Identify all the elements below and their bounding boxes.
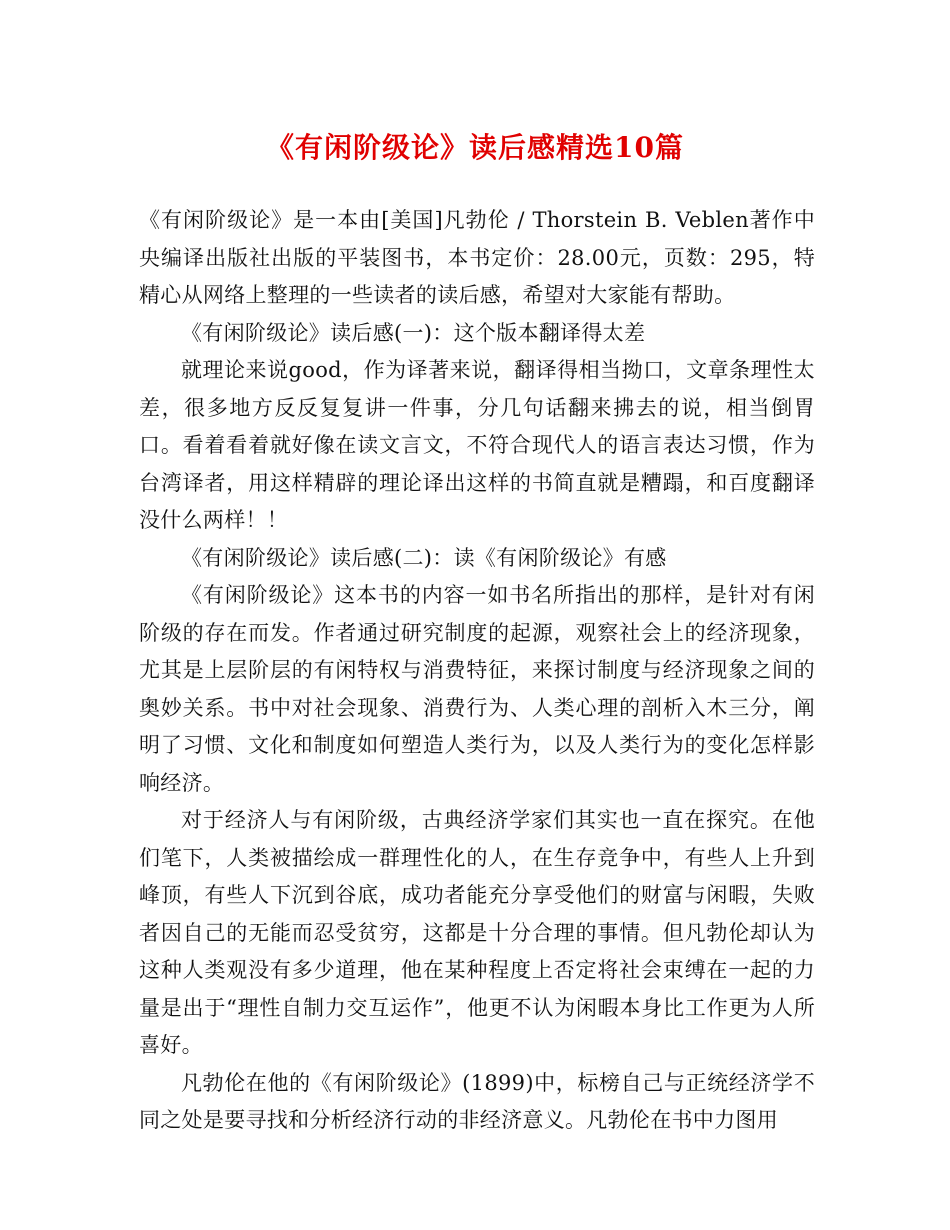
review-1-paragraph: 就理论来说good，作为译著来说，翻译得相当拗口，文章条理性太差，很多地方反反复复讲一件事，分几句话翻来拂去的说，相当倒胃口。看着看着就好像在读文言文，不符合现代人的语言表达习惯，作为台湾译者，用这样精辟的理论译出这样的书简直就是糟蹋，和百度翻译没什么两样！！ xyxy=(139,358,815,532)
document-body xyxy=(139,202,815,1140)
intro-paragraph: 《有闲阶级论》是一本由[美国]凡勃伦 / Thorstein B. Veblen著作中央编译出版社出版的平装图书，本书定价：28.00元，页数：295，特精心从网络上整理的一些读者的读后感，希望对大家能有帮助。 xyxy=(139,208,815,307)
review-heading-1: 《有闲阶级论》读后感(一)：这个版本翻译得太差 xyxy=(181,320,646,345)
review-heading-2: 《有闲阶级论》读后感(二)：读《有闲阶级论》有感 xyxy=(181,545,667,570)
review-2-paragraph-1: 《有闲阶级论》这本书的内容一如书名所指出的那样，是针对有闲阶级的存在而发。作者通过研究制度的起源，观察社会上的经济现象，尤其是上层阶层的有闲特权与消费特征，来探讨制度与经济现象之间的奥妙关系。书中对社会现象、消费行为、人类心理的剖析入木三分，阐明了习惯、文化和制度如何塑造人类行为，以及人类行为的变化怎样影响经济。 xyxy=(139,583,815,795)
review-2-paragraph-3: 凡勃伦在他的《有闲阶级论》(1899)中，标榜自己与正统经济学不同之处是要寻找和分析经济行动的非经济意义。凡勃伦在书中力图用 xyxy=(139,1070,815,1132)
document-title: 《有闲阶级论》读后感精选10篇 xyxy=(266,131,684,164)
review-2-paragraph-2: 对于经济人与有闲阶级，古典经济学家们其实也一直在探究。在他们笔下，人类被描绘成一群理性化的人，在生存竞争中，有些人上升到峰顶，有些人下沉到谷底，成功者能充分享受他们的财富与闲暇，失败者因自己的无能而忍受贫穷，这都是十分合理的事情。但凡勃伦却认为这种人类观没有多少道理，他在某种程度上否定将社会束缚在一起的力量是出于“理性自制力交互运作”，他更不认为闲暇本身比工作更为人所喜好。 xyxy=(139,808,815,1057)
